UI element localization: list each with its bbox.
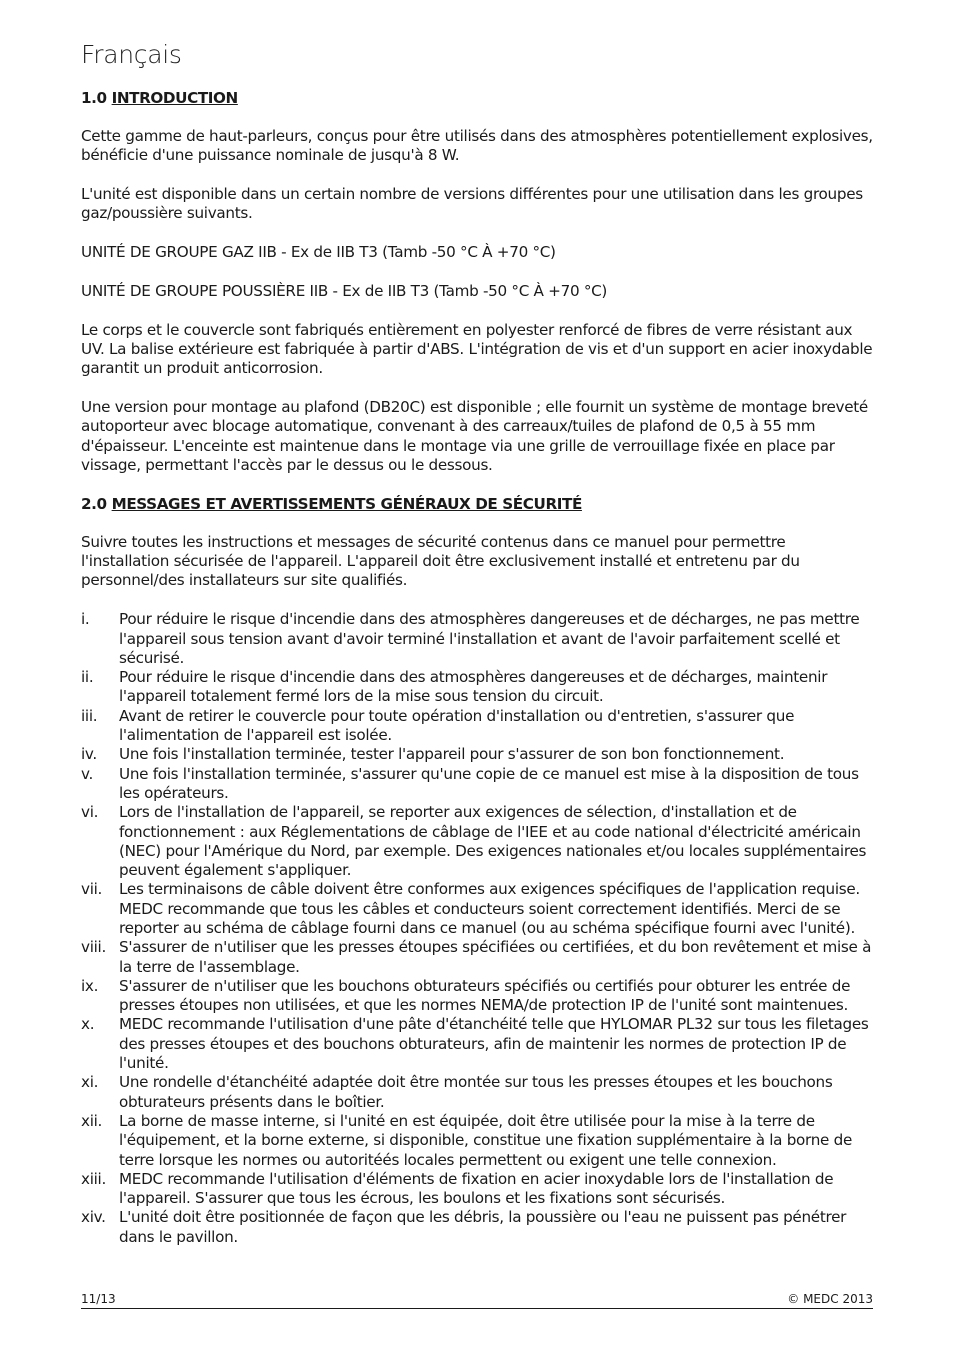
list-text: La borne de masse interne, si l'unité en est équipée, doit être utilisée pour la mise à la terre de l'équipement, et la borne externe, si disponible, constitue une fixation supplémentaire à la borne de terre lorsque les normes ou autoritéés locales permettent ou exigent une telle connexion. <box>119 1111 853 1169</box>
list-number: vi. <box>81 803 99 822</box>
list-number: ii. <box>81 668 94 687</box>
footer-divider <box>81 1308 873 1309</box>
language-title: Français <box>81 40 182 69</box>
list-item <box>81 977 873 1016</box>
page-number: 11/13 <box>81 1292 116 1306</box>
list-number: xiv. <box>81 1208 106 1227</box>
list-text: Les terminaisons de câble doivent être conformes aux exigences spécifiques de l'application requise. MEDC recommande que tous les câbles et conducteurs soient correctement identifiés. Merci de se reporter au schéma de câblage fourni dans ce manuel (ou au schéma spécifique fourni avec l'unité). <box>119 880 860 937</box>
list-item <box>81 1073 873 1112</box>
document-page <box>81 40 873 1247</box>
list-number: xi. <box>81 1073 99 1092</box>
copyright: © MEDC 2013 <box>787 1292 873 1306</box>
list-text: S'assurer de n'utiliser que les presses étoupes spécifiées ou certifiées, et du bon revêtement et mise à la terre de l'assemblage. <box>119 938 872 976</box>
paragraph: UNITÉ DE GROUPE GAZ IIB - Ex de IIB T3 (Tamb -50 °C À +70 °C) <box>81 243 556 262</box>
list-text: S'assurer de n'utiliser que les bouchons obturateurs spécifiés ou certifiés pour obturer les entrée de presses étoupes non utilisées, et que les normes NEMA/de protection IP de l'unité sont maintenues. <box>119 976 851 1015</box>
list-item <box>81 668 873 707</box>
list-text: MEDC recommande l'utilisation d'éléments de fixation en acier inoxydable lors de l'installation de l'appareil. S'assurer que tous les écrous, les boulons et les fixations sont sécurisés. <box>119 1169 834 1208</box>
list-number: xiii. <box>81 1169 106 1188</box>
section-heading <box>81 89 873 107</box>
list-number: xii. <box>81 1111 103 1130</box>
list-item <box>81 707 873 746</box>
list-text: Une rondelle d'étanchéité adaptée doit être montée sur tous les presses étoupes et les bouchons obturateurs présents dans le boîtier. <box>119 1073 833 1111</box>
list-text: MEDC recommande l'utilisation d'une pâte d'étanchéité telle que HYLOMAR PL32 sur tous les filetages des presses étoupes et des bouchons obturateurs, afin de maintenir les normes de protection IP de l'unité. <box>119 1015 869 1073</box>
list-item <box>81 803 873 880</box>
list-item <box>81 1112 873 1170</box>
paragraph: Suivre toutes les instructions et messages de sécurité contenus dans ce manuel pour permettre l'installation sécurisée de l'appareil. L'appareil doit être exclusivement installé et entretenu par du personnel/des installateurs sur site qualifiés. <box>81 532 800 590</box>
list-number: viii. <box>81 938 106 957</box>
list-number: iv. <box>81 745 97 764</box>
list-number: i. <box>81 610 90 629</box>
list-number: vii. <box>81 880 103 899</box>
list-number: iii. <box>81 706 98 725</box>
section-title: INTRODUCTION <box>111 89 238 107</box>
list-text: Avant de retirer le couvercle pour toute opération d'installation ou d'entretien, s'assurer que l'alimentation de l'appareil est isolée. <box>119 706 795 745</box>
section-heading <box>81 495 873 513</box>
section-title: MESSAGES ET AVERTISSEMENTS GÉNÉRAUX DE SÉCURITÉ <box>111 494 582 513</box>
list-item <box>81 880 873 938</box>
section-introduction <box>81 89 873 475</box>
list-text: Lors de l'installation de l'appareil, se reporter aux exigences de sélection, d'installation et de fonctionnement : aux Réglementations de câblage de l'IEE et au code national d'électricité américain (NEC) pour l'Amérique du Nord, par exemple. Des exigences nationales et/ou locales supplémentaires peuvent également s'appliquer. <box>119 803 867 880</box>
list-item <box>81 1170 873 1209</box>
list-number: x. <box>81 1015 95 1034</box>
list-item <box>81 938 873 977</box>
list-item <box>81 1015 873 1073</box>
list-text: L'unité doit être positionnée de façon que les débris, la poussière ou l'eau ne puissent pas pénétrer dans le pavillon. <box>119 1208 847 1246</box>
section-number: 1.0 <box>81 89 107 107</box>
paragraph: Le corps et le couvercle sont fabriqués entièrement en polyester renforcé de fibres de verre résistant aux UV. La balise extérieure est fabriquée à partir d'ABS. L'intégration de vis et d'un support en acier inoxydable garantit un produit anticorrosion. <box>81 320 873 378</box>
safety-list <box>81 610 873 1247</box>
paragraph: UNITÉ DE GROUPE POUSSIÈRE IIB - Ex de IIB T3 (Tamb -50 °C À +70 °C) <box>81 281 608 300</box>
list-number: v. <box>81 764 94 783</box>
section-safety <box>81 495 873 1247</box>
list-item <box>81 1208 873 1247</box>
list-text: Pour réduire le risque d'incendie dans des atmosphères dangereuses et de décharges, maintenir l'appareil totalement fermé lors de la mise sous tension du circuit. <box>119 668 828 706</box>
list-item <box>81 610 873 668</box>
list-item <box>81 745 873 764</box>
paragraph: Cette gamme de haut-parleurs, conçus pour être utilisés dans des atmosphères potentiellement explosives, bénéficie d'une puissance nominale de jusqu'à 8 W. <box>81 127 873 165</box>
section-number: 2.0 <box>81 494 107 513</box>
list-text: Pour réduire le risque d'incendie dans des atmosphères dangereuses et de décharges, ne pas mettre l'appareil sous tension avant d'avoir terminé l'installation et avant de l'avoir parfaitement scellé et sécurisé. <box>119 610 860 667</box>
paragraph: L'unité est disponible dans un certain nombre de versions différentes pour une utilisation dans les groupes gaz/poussière suivants. <box>81 185 863 223</box>
paragraph: Une version pour montage au plafond (DB20C) est disponible ; elle fournit un système de montage breveté autoporteur avec blocage automatique, convenant à des carreaux/tuiles de plafond de 0,5 à 55 mm d'épaisseur. L'enceinte est maintenue dans le montage via une grille de verrouillage fixée en place par vissage, permettant l'accès par le dessus ou le dessous. <box>81 398 868 475</box>
list-item <box>81 765 873 804</box>
list-text: Une fois l'installation terminée, s'assurer qu'une copie de ce manuel est mise à la disposition de tous les opérateurs. <box>119 764 859 802</box>
list-text: Une fois l'installation terminée, tester l'appareil pour s'assurer de son bon fonctionnement. <box>119 745 785 764</box>
list-number: ix. <box>81 976 99 995</box>
